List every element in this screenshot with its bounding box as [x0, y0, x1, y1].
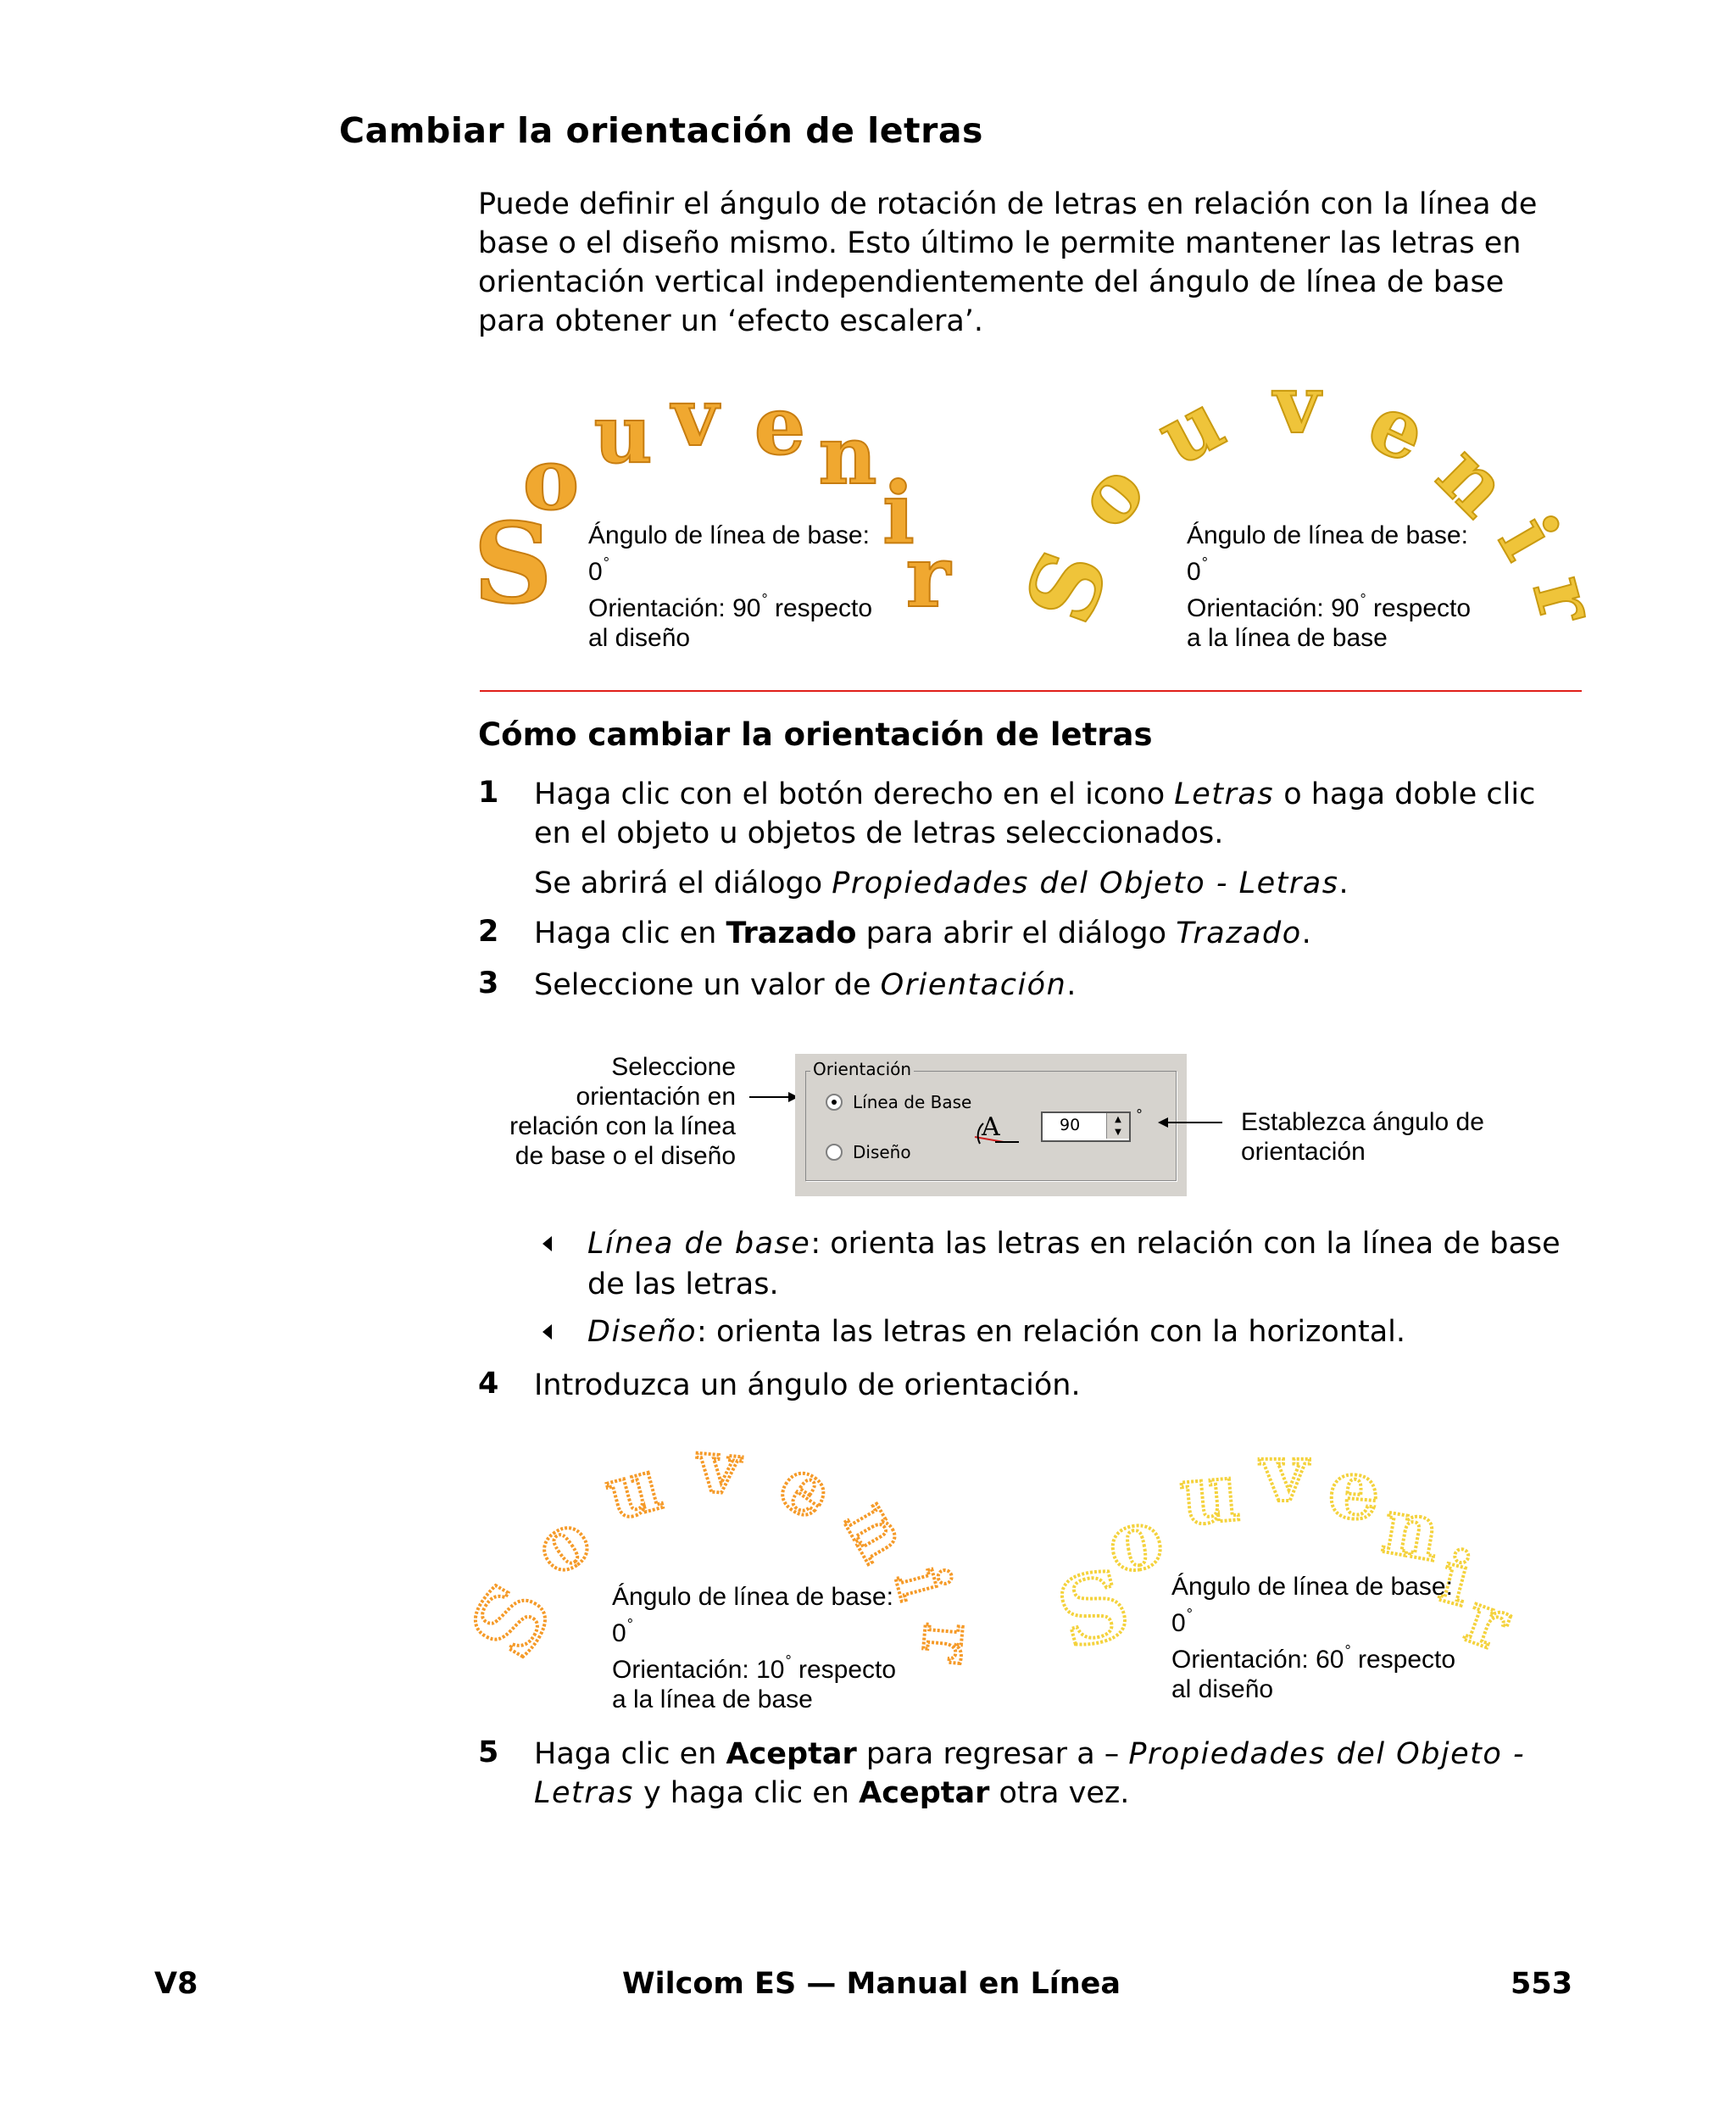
orientation-angle-spinbox[interactable] [1041, 1111, 1131, 1142]
souvenir-letter: v [693, 1423, 743, 1513]
figure-label-angle-value: 0° [612, 1616, 633, 1647]
step-number: 2 [478, 915, 499, 949]
groupbox-legend: Orientación [810, 1059, 914, 1079]
bullet-marker [542, 1324, 552, 1340]
souvenir-letter: S [1046, 1547, 1141, 1671]
figure-label-angle-value: 0° [588, 554, 609, 586]
souvenir-letter: u [597, 1441, 670, 1538]
souvenir-letter: n [818, 409, 877, 503]
souvenir-letter: o [1100, 1490, 1171, 1593]
spin-up-button[interactable]: ▲ [1106, 1113, 1129, 1126]
figure-label-orientation: Orientación: 90° respecto [588, 591, 873, 622]
step-number: 1 [478, 776, 499, 810]
radio-design-label[interactable]: Diseño [853, 1142, 911, 1162]
footer-page-number: 553 [1511, 1967, 1573, 2001]
figure-label-angle: Ángulo de línea de base: [588, 521, 870, 549]
souvenir-letter: o [522, 429, 580, 529]
bullet-baseline: Línea de base: orienta las letras en relación con la línea de base de las letras. [587, 1227, 1561, 1301]
callout-arrow-right [1156, 1114, 1224, 1131]
footer-title: Wilcom ES — Manual en Línea [622, 1967, 1121, 2001]
figure-label-angle: Ángulo de línea de base: [1187, 521, 1468, 549]
intro-paragraph: Puede definir el ángulo de rotación de letras en relación con la línea de base o el diseño mismo. Esto último le permite mantener las letras en orientación vertical independientemente del ángulo de línea de base para obtener un ‘efecto escalera’. [478, 187, 1538, 338]
souvenir-letter: i [1431, 1534, 1481, 1624]
souvenir-letter: i [877, 1558, 967, 1608]
figure-label-reference: a la línea de base [1187, 624, 1388, 652]
radio-baseline[interactable] [826, 1094, 843, 1111]
souvenir-letter: e [1354, 375, 1441, 482]
step-text: Haga clic en Trazado para abrir el diálogo Trazado. [534, 916, 1311, 950]
souvenir-letter: n [1376, 1480, 1447, 1579]
souvenir-letter: o [518, 1496, 607, 1593]
souvenir-letter: u [593, 387, 653, 482]
figure-label-reference: al diseño [1171, 1675, 1274, 1703]
orientation-angle-icon [970, 1108, 1021, 1147]
souvenir-letter: v [1260, 1426, 1308, 1520]
souvenir-letter: r [905, 526, 951, 627]
footer-version: V8 [154, 1967, 198, 2001]
step-text: Haga clic en Aceptar para regresar a – Propiedades del Objeto - Letras y haga clic en Aceptar otra vez. [534, 1737, 1526, 1810]
figure-label-orientation: Orientación: 10° respecto [612, 1652, 897, 1684]
figure-bottom-right [1046, 1426, 1585, 1721]
step-text: Seleccione un valor de Orientación. [534, 968, 1077, 1002]
step-number: 3 [478, 967, 499, 1000]
step-number: 4 [478, 1367, 499, 1401]
figure-label-reference: a la línea de base [612, 1685, 813, 1713]
figure-top-right [1004, 358, 1616, 678]
section-heading: Cómo cambiar la orientación de letras [478, 716, 1153, 753]
step-text: Haga clic con el botón derecho en el icono Letras o haga doble clic en el objeto u objetos de letras seleccionados. [534, 777, 1536, 850]
section-divider [480, 690, 1582, 692]
souvenir-letter: u [1176, 1445, 1244, 1544]
callout-set-angle: Establezca ángulo de orientación [1241, 1108, 1484, 1166]
souvenir-letter: n [1419, 426, 1527, 535]
figure-label-orientation: Orientación: 60° respecto [1171, 1642, 1456, 1674]
figure-label-angle: Ángulo de línea de base: [1171, 1573, 1453, 1601]
souvenir-letter: r [1514, 566, 1616, 632]
figure-label-orientation: Orientación: 90° respecto [1187, 591, 1472, 622]
callout-arrow-left [749, 1089, 800, 1106]
orientation-dialog-panel [795, 1054, 1187, 1196]
step-number: 5 [478, 1735, 499, 1769]
souvenir-letter: o [1057, 444, 1164, 547]
souvenir-letter: e [1324, 1440, 1384, 1540]
souvenir-letter: r [1455, 1575, 1521, 1669]
orientation-angle-value: 90 [1060, 1116, 1081, 1134]
degree-unit: ° [1136, 1106, 1143, 1123]
souvenir-letter: S [1004, 536, 1131, 638]
souvenir-letter: r [904, 1619, 993, 1666]
souvenir-letter: e [754, 379, 806, 473]
step-text: Introduzca un ángulo de orientación. [534, 1368, 1081, 1402]
figure-label-angle: Ángulo de línea de base: [612, 1583, 893, 1611]
bullet-design: Diseño: orienta las letras en relación con la horizontal. [587, 1315, 1406, 1349]
page-heading: Cambiar la orientación de letras [339, 110, 983, 151]
souvenir-letter: u [1143, 374, 1239, 485]
souvenir-letter: S [473, 499, 553, 628]
bullet-marker [542, 1236, 552, 1251]
spin-down-button[interactable]: ▼ [1106, 1126, 1129, 1139]
figure-label-reference: al diseño [588, 624, 691, 652]
figure-bottom-left [449, 1423, 1026, 1721]
figure-label-angle-value: 0° [1187, 554, 1208, 586]
souvenir-letter: n [827, 1486, 927, 1575]
souvenir-letter: e [763, 1440, 850, 1537]
radio-baseline-label[interactable]: Línea de Base [853, 1092, 972, 1112]
souvenir-letter: v [1273, 358, 1321, 452]
souvenir-letter: S [449, 1566, 573, 1675]
figure-top-left [466, 370, 992, 678]
figure-label-angle-value: 0° [1171, 1606, 1193, 1637]
souvenir-letter: i [1480, 500, 1577, 575]
souvenir-letter: i [882, 463, 915, 563]
step-result: Se abrirá el diálogo Propiedades del Objeto - Letras. [534, 866, 1349, 900]
souvenir-letter: v [671, 370, 719, 465]
callout-select-orientation: Seleccione orientación en relación con la línea de base o el diseño [509, 1053, 736, 1170]
svg-text:A: A [982, 1112, 1000, 1142]
radio-design[interactable] [826, 1144, 843, 1161]
